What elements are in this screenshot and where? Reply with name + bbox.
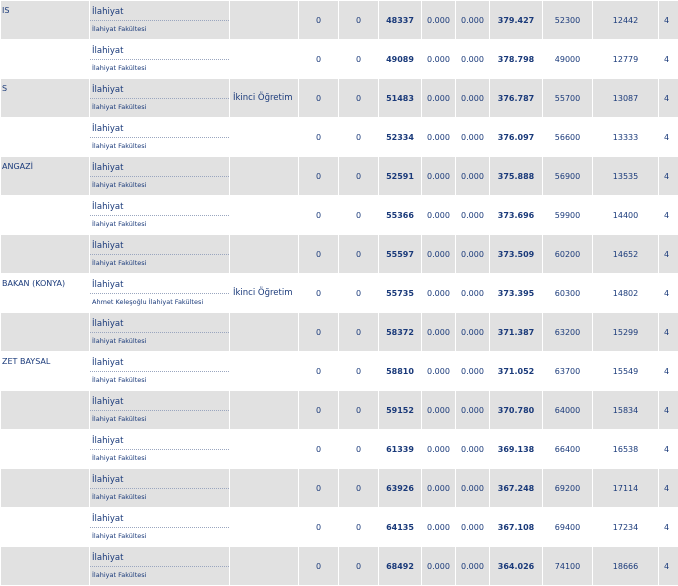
faculty-name: İlahiyat Fakültesi	[90, 450, 229, 466]
faculty-name: İlahiyat Fakültesi	[90, 411, 229, 427]
success-rank: 49089	[379, 40, 422, 79]
quota-count: 0	[299, 352, 339, 391]
program-cell	[90, 235, 230, 274]
min-score-1: 0.000	[422, 313, 456, 352]
base-score: 379.427	[490, 1, 543, 40]
min-score-1: 0.000	[422, 196, 456, 235]
faculty-name: İlahiyat Fakültesi	[90, 528, 229, 544]
min-score-2: 0.000	[456, 118, 490, 157]
base-score: 376.097	[490, 118, 543, 157]
placed-count: 0	[339, 313, 379, 352]
quota-count: 0	[299, 391, 339, 430]
success-rank: 68492	[379, 547, 422, 586]
education-type	[230, 313, 299, 352]
table-row	[1, 430, 678, 469]
duration: 4	[659, 313, 678, 352]
success-rank: 58810	[379, 352, 422, 391]
success-rank: 51483	[379, 79, 422, 118]
program-cell	[90, 1, 230, 40]
table-row	[1, 547, 678, 586]
min-score-1: 0.000	[422, 40, 456, 79]
base-score: 367.108	[490, 508, 543, 547]
duration: 4	[659, 157, 678, 196]
base-score: 373.509	[490, 235, 543, 274]
min-score-2: 0.000	[456, 430, 490, 469]
placed-count: 0	[339, 79, 379, 118]
program-name[interactable]: İlahiyat	[90, 4, 229, 21]
base-score: 373.395	[490, 274, 543, 313]
quota-count: 0	[299, 313, 339, 352]
placed-count: 0	[339, 235, 379, 274]
base-score: 371.052	[490, 352, 543, 391]
rank-1: 66400	[543, 430, 593, 469]
university-name[interactable]	[1, 547, 90, 586]
placed-count: 0	[339, 196, 379, 235]
faculty-name: İlahiyat Fakültesi	[90, 21, 229, 37]
education-type	[230, 40, 299, 79]
rank-2: 15299	[593, 313, 659, 352]
placed-count: 0	[339, 352, 379, 391]
duration: 4	[659, 469, 678, 508]
rank-2: 16538	[593, 430, 659, 469]
duration: 4	[659, 274, 678, 313]
university-name[interactable]	[1, 469, 90, 508]
education-type	[230, 430, 299, 469]
table-row	[1, 391, 678, 430]
rank-2: 14652	[593, 235, 659, 274]
rank-2: 13535	[593, 157, 659, 196]
base-score: 375.888	[490, 157, 543, 196]
min-score-1: 0.000	[422, 508, 456, 547]
rank-1: 52300	[543, 1, 593, 40]
base-score: 369.138	[490, 430, 543, 469]
education-type	[230, 547, 299, 586]
rank-2: 15549	[593, 352, 659, 391]
base-score: 376.787	[490, 79, 543, 118]
education-type	[230, 391, 299, 430]
placed-count: 0	[339, 40, 379, 79]
success-rank: 61339	[379, 430, 422, 469]
program-name[interactable]: İlahiyat	[90, 160, 229, 177]
table-row	[1, 313, 678, 352]
rank-2: 13333	[593, 118, 659, 157]
quota-count: 0	[299, 430, 339, 469]
rank-2: 14400	[593, 196, 659, 235]
quota-count: 0	[299, 118, 339, 157]
quota-count: 0	[299, 157, 339, 196]
min-score-2: 0.000	[456, 469, 490, 508]
rank-2: 17114	[593, 469, 659, 508]
min-score-1: 0.000	[422, 274, 456, 313]
base-score: 373.696	[490, 196, 543, 235]
program-name[interactable]: İlahiyat	[90, 43, 229, 60]
university-name[interactable]	[1, 430, 90, 469]
min-score-1: 0.000	[422, 157, 456, 196]
success-rank: 55366	[379, 196, 422, 235]
rank-1: 69400	[543, 508, 593, 547]
min-score-2: 0.000	[456, 313, 490, 352]
faculty-name: İlahiyat Fakültesi	[90, 567, 229, 583]
min-score-1: 0.000	[422, 352, 456, 391]
table-row	[1, 352, 678, 391]
results-table-body	[1, 1, 678, 586]
program-name[interactable]: İlahiyat	[90, 550, 229, 567]
program-name[interactable]: İlahiyat	[90, 238, 229, 255]
university-name[interactable]: S	[1, 79, 90, 118]
faculty-name: İlahiyat Fakültesi	[90, 60, 229, 76]
min-score-1: 0.000	[422, 79, 456, 118]
min-score-2: 0.000	[456, 40, 490, 79]
duration: 4	[659, 196, 678, 235]
faculty-name: İlahiyat Fakültesi	[90, 372, 229, 388]
success-rank: 55597	[379, 235, 422, 274]
quota-count: 0	[299, 196, 339, 235]
min-score-2: 0.000	[456, 391, 490, 430]
min-score-1: 0.000	[422, 469, 456, 508]
rank-2: 18666	[593, 547, 659, 586]
min-score-2: 0.000	[456, 1, 490, 40]
program-cell	[90, 40, 230, 79]
rank-1: 60300	[543, 274, 593, 313]
faculty-name: İlahiyat Fakültesi	[90, 138, 229, 154]
base-score: 364.026	[490, 547, 543, 586]
program-name[interactable]: İlahiyat	[90, 82, 229, 99]
rank-1: 63200	[543, 313, 593, 352]
education-type	[230, 1, 299, 40]
quota-count: 0	[299, 547, 339, 586]
table-row	[1, 157, 678, 196]
university-name[interactable]	[1, 508, 90, 547]
success-rank: 64135	[379, 508, 422, 547]
university-name[interactable]	[1, 118, 90, 157]
faculty-name: İlahiyat Fakültesi	[90, 255, 229, 271]
rank-2: 14802	[593, 274, 659, 313]
program-cell	[90, 157, 230, 196]
success-rank: 52591	[379, 157, 422, 196]
table-row	[1, 508, 678, 547]
table-row	[1, 118, 678, 157]
placed-count: 0	[339, 1, 379, 40]
min-score-2: 0.000	[456, 196, 490, 235]
university-name[interactable]: IS	[1, 1, 90, 40]
education-type	[230, 235, 299, 274]
table-row	[1, 40, 678, 79]
rank-2: 13087	[593, 79, 659, 118]
min-score-2: 0.000	[456, 547, 490, 586]
university-name[interactable]	[1, 196, 90, 235]
rank-1: 74100	[543, 547, 593, 586]
program-name[interactable]: İlahiyat	[90, 394, 229, 411]
program-name[interactable]: İlahiyat	[90, 355, 229, 372]
program-cell	[90, 469, 230, 508]
program-cell	[90, 430, 230, 469]
table-row	[1, 274, 678, 313]
duration: 4	[659, 40, 678, 79]
program-name[interactable]: İlahiyat	[90, 511, 229, 528]
rank-1: 69200	[543, 469, 593, 508]
education-type: İkinci Öğretim	[230, 79, 299, 118]
duration: 4	[659, 79, 678, 118]
min-score-2: 0.000	[456, 352, 490, 391]
rank-1: 59900	[543, 196, 593, 235]
rank-2: 12442	[593, 1, 659, 40]
success-rank: 63926	[379, 469, 422, 508]
program-cell	[90, 547, 230, 586]
university-name[interactable]	[1, 391, 90, 430]
quota-count: 0	[299, 1, 339, 40]
education-type	[230, 118, 299, 157]
base-score: 370.780	[490, 391, 543, 430]
min-score-2: 0.000	[456, 79, 490, 118]
success-rank: 55735	[379, 274, 422, 313]
faculty-name: Ahmet Keleşoğlu İlahiyat Fakültesi	[90, 294, 229, 310]
university-name[interactable]: ANGAZİ	[1, 157, 90, 196]
program-cell	[90, 196, 230, 235]
min-score-2: 0.000	[456, 157, 490, 196]
education-type	[230, 157, 299, 196]
rank-1: 55700	[543, 79, 593, 118]
duration: 4	[659, 508, 678, 547]
min-score-1: 0.000	[422, 235, 456, 274]
duration: 4	[659, 1, 678, 40]
quota-count: 0	[299, 235, 339, 274]
quota-count: 0	[299, 274, 339, 313]
quota-count: 0	[299, 40, 339, 79]
success-rank: 52334	[379, 118, 422, 157]
university-name[interactable]	[1, 313, 90, 352]
placed-count: 0	[339, 547, 379, 586]
faculty-name: İlahiyat Fakültesi	[90, 216, 229, 232]
placed-count: 0	[339, 469, 379, 508]
placed-count: 0	[339, 430, 379, 469]
rank-1: 63700	[543, 352, 593, 391]
min-score-1: 0.000	[422, 430, 456, 469]
min-score-2: 0.000	[456, 274, 490, 313]
duration: 4	[659, 118, 678, 157]
duration: 4	[659, 352, 678, 391]
rank-1: 56900	[543, 157, 593, 196]
program-name[interactable]: İlahiyat	[90, 472, 229, 489]
program-name[interactable]: İlahiyat	[90, 199, 229, 216]
success-rank: 59152	[379, 391, 422, 430]
university-name[interactable]	[1, 235, 90, 274]
placed-count: 0	[339, 118, 379, 157]
program-cell	[90, 508, 230, 547]
program-name[interactable]: İlahiyat	[90, 121, 229, 138]
faculty-name: İlahiyat Fakültesi	[90, 99, 229, 115]
placed-count: 0	[339, 157, 379, 196]
quota-count: 0	[299, 79, 339, 118]
min-score-1: 0.000	[422, 118, 456, 157]
table-row	[1, 79, 678, 118]
rank-2: 15834	[593, 391, 659, 430]
program-cell	[90, 391, 230, 430]
education-type	[230, 508, 299, 547]
min-score-1: 0.000	[422, 1, 456, 40]
program-cell	[90, 352, 230, 391]
faculty-name: İlahiyat Fakültesi	[90, 489, 229, 505]
duration: 4	[659, 235, 678, 274]
program-cell	[90, 274, 230, 313]
education-type	[230, 196, 299, 235]
program-cell	[90, 118, 230, 157]
program-cell	[90, 313, 230, 352]
duration: 4	[659, 547, 678, 586]
rank-1: 64000	[543, 391, 593, 430]
education-type	[230, 469, 299, 508]
rank-2: 17234	[593, 508, 659, 547]
success-rank: 58372	[379, 313, 422, 352]
rank-2: 12779	[593, 40, 659, 79]
program-name[interactable]: İlahiyat	[90, 277, 229, 294]
education-type: İkinci Öğretim	[230, 274, 299, 313]
quota-count: 0	[299, 508, 339, 547]
faculty-name: İlahiyat Fakültesi	[90, 333, 229, 349]
placed-count: 0	[339, 274, 379, 313]
placed-count: 0	[339, 508, 379, 547]
table-row	[1, 469, 678, 508]
min-score-1: 0.000	[422, 391, 456, 430]
education-type	[230, 352, 299, 391]
faculty-name: İlahiyat Fakültesi	[90, 177, 229, 193]
base-score: 378.798	[490, 40, 543, 79]
duration: 4	[659, 430, 678, 469]
program-cell	[90, 79, 230, 118]
min-score-2: 0.000	[456, 235, 490, 274]
rank-1: 56600	[543, 118, 593, 157]
success-rank: 48337	[379, 1, 422, 40]
university-name[interactable]	[1, 40, 90, 79]
quota-count: 0	[299, 469, 339, 508]
base-score: 371.387	[490, 313, 543, 352]
min-score-2: 0.000	[456, 508, 490, 547]
duration: 4	[659, 391, 678, 430]
min-score-1: 0.000	[422, 547, 456, 586]
program-name[interactable]: İlahiyat	[90, 316, 229, 333]
rank-1: 60200	[543, 235, 593, 274]
rank-1: 49000	[543, 40, 593, 79]
table-row	[1, 196, 678, 235]
university-name[interactable]: BAKAN (KONYA)	[1, 274, 90, 313]
table-row	[1, 1, 678, 40]
table-row	[1, 235, 678, 274]
base-score: 367.248	[490, 469, 543, 508]
placed-count: 0	[339, 391, 379, 430]
program-name[interactable]: İlahiyat	[90, 433, 229, 450]
university-name[interactable]: ZET BAYSAL	[1, 352, 90, 391]
